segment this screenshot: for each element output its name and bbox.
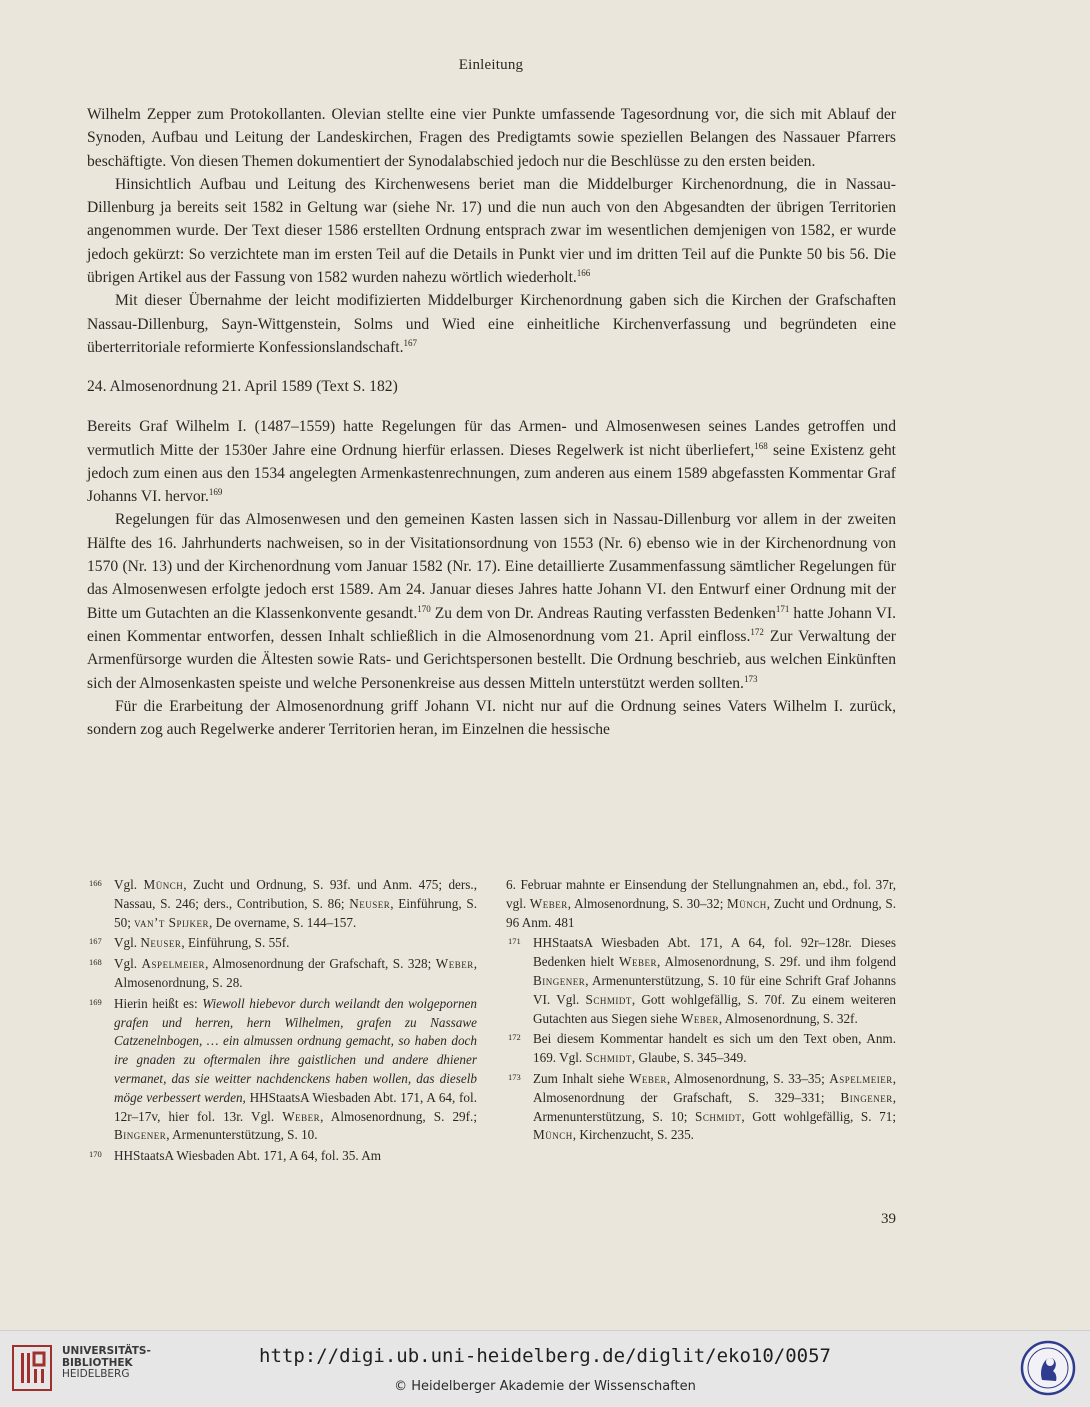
footnote [87, 955, 477, 993]
footnote-text: 6. Februar mahnte er Einsendung der Stellungnahmen an, ebd., fol. 37r, vgl. [506, 877, 896, 911]
footnote [87, 934, 477, 953]
footnote-number: 167 [89, 936, 102, 947]
footnote-text: , Armenunterstützung, S. 10. [166, 1127, 318, 1143]
paragraph-text: Wilhelm Zepper zum Protokollanten. Olevian stellte eine vier Punkte umfassende Tagesordnung vor, die sich mit Ablauf der Synoden, Aufbau und Leitung der Landeskirchen, Fragen des Predigtamts sowie speziellen Belangen des Nassauer Pfarrers beschäftigte. Von diesen Themen dokumentiert der Synodalabschied jedoch nur die Beschlüsse zu den ersten beiden. [87, 106, 896, 170]
author-name: Weber [529, 895, 568, 911]
footnote-text: , Almosenordnung, S. 30–32; [567, 895, 728, 911]
author-name: Bingener [533, 972, 586, 988]
footnote-text: Vgl. [114, 956, 142, 972]
footnote-text: , Glaube, S. 345–349. [631, 1050, 747, 1066]
footnote-text: , Zucht und Ordnung, S. 93f. und Anm. 475; ders., Nassau, S. 246; ders., Contribution, S. 86; [114, 877, 478, 911]
author-name: van’t Spijker [134, 914, 210, 930]
author-name: Schmidt [585, 1050, 632, 1066]
footnote-text: , Gott wohlgefällig, S. 70f. Zu einem weiteren Gutachten aus Siegen siehe [533, 991, 896, 1026]
footnote [506, 1070, 896, 1145]
footnote-text: Hierin heißt es: [114, 995, 203, 1011]
author-name: Aspelmeier [829, 1070, 893, 1086]
author-name: Aspelmeier [141, 956, 206, 972]
author-name: Bingener [114, 1127, 167, 1143]
footnote-text: , De overname, S. 144–157. [209, 914, 357, 930]
footnote-text: Vgl. [114, 935, 141, 951]
footnote-ref[interactable]: 168 [754, 440, 768, 451]
author-name: Schmidt [695, 1108, 742, 1124]
footnote-number: 173 [508, 1071, 521, 1082]
footnote-text: , Almosenordnung, S. 28. [114, 956, 478, 990]
footnote-number: 166 [89, 878, 102, 888]
paragraph-text: Mit dieser Übernahme der leicht modifizierten Middelburger Kirchenordnung gaben sich die Kirchen der Grafschaften Nassau-Dillenburg, Sayn-Wittgenstein, Solms und Wied eine einheitliche Kirchenverfassung und begründeten eine überterritoriale reformierte Konfessionslandschaft. [87, 292, 896, 356]
footnote-text: , Almosenordnung, S. 29f.; [320, 1108, 477, 1124]
author-name: Weber [435, 956, 474, 972]
main-text [87, 103, 896, 741]
footnote-ref[interactable]: 166 [576, 268, 591, 279]
paragraph [87, 173, 896, 289]
paragraph-text: seine Existenz geht jedoch zum einen aus den 1534 angelegten Armenkastenrechnungen, zum anderen aus einem 1589 abgefassten Kommentar Graf Johanns VI. hervor. [87, 441, 896, 506]
footnote-ref[interactable]: 171 [775, 603, 790, 614]
page-number: 39 [881, 1211, 896, 1227]
library-name-line: BIBLIOTHEK [62, 1356, 133, 1369]
copyright-notice: © Heidelberger Akademie der Wissenschaften [394, 1379, 696, 1394]
author-name: Münch [533, 1127, 573, 1143]
footnote-text: , Armenunterstützung, S. 10; [533, 1089, 896, 1124]
footnote-text: Vgl. [114, 877, 144, 892]
paragraph-text: Regelungen für das Almosenwesen und den gemeinen Kasten lassen sich in Nassau-Dillenburg vor allem in der zweiten Hälfte des 16. Jahrhunderts nachweisen, so in der Visitationsordnung von 1553 (Nr. 6) ebenso wie in der Kirchenordnung von 1570 (Nr. 13) und der Kirchenordnung vom Januar 1582 (Nr. 17). Eine detaillierte Zusammenfassung sämtlicher Regelungen für das Almosenwesen erfolgte jedoch erst 1589. Am 24. Januar dieses Jahres hatte Johann VI. den Entwurf einer Ordnung mit der Bitte um Gutachten an die Klassenkonvente gesandt. [87, 511, 896, 622]
footnote-ref[interactable]: 170 [417, 603, 431, 614]
footnotes [87, 876, 896, 1168]
footnote-number: 168 [89, 957, 102, 968]
footnote-column-left [87, 876, 477, 1168]
paragraph-text: Zu dem von Dr. Andreas Rauting verfassten Bedenken [430, 604, 776, 622]
library-name-line: HEIDELBERG [62, 1368, 130, 1380]
author-name: Münch [727, 895, 767, 911]
footnote-text: , Almosenordnung, S. 33–35; [666, 1070, 830, 1086]
footnote [506, 1030, 896, 1068]
paragraph [87, 695, 896, 742]
author-name: Münch [143, 877, 184, 892]
footnote-continuation [506, 876, 896, 932]
paragraph-text: Zur Verwaltung der Armenfürsorge wurden die Ältesten sowie Rats- und Gerichtspersonen bestellt. Die Ordnung beschrieb, aus welchen Einkünften sich der Almosenkasten speiste und welche Personenkreise aus dessen Mitteln unterstützt werden sollten. [87, 627, 896, 692]
author-name: Weber [628, 1070, 667, 1086]
paragraph [87, 103, 896, 173]
footnote-text: , Einführung, S. 55f. [181, 935, 290, 951]
footnote-text: , Almosenordnung der Grafschaft, S. 329–331; [533, 1070, 897, 1105]
library-name-line: UNIVERSITÄTS- [62, 1345, 151, 1357]
author-name: Bingener [840, 1089, 893, 1105]
paragraph-text: Für die Erarbeitung der Almosenordnung griff Johann VI. nicht nur auf die Ordnung seines Vaters Wilhelm I. zurück, sondern zog auch Regelwerke anderer Territorien heran, im Einzelnen die hessische [87, 697, 896, 739]
footnote-text: , Zucht und Ordnung, S. 96 Anm. 481 [506, 895, 896, 930]
paragraph-text: Hinsichtlich Aufbau und Leitung des Kirchenwesens beriet man die Middelburger Kirchenordnung, die in Nassau-Dillenburg ja bereits seit 1582 in Geltung war (siehe Nr. 17) und die nun auch von den Abgesandten der übrigen Territorien angenommen wurde. Der Text dieser 1586 erstellten Ordnung entsprach zwar im wesentlichen demjenigen von 1582, er wurde jedoch gekürzt: So verzichtete man im ersten Teil auf die Details in Punkt vier und im dritten Teil auf die Punkte 50 bis 56. Die übrigen Artikel aus der Fassung von 1582 wurden nahezu wörtlich wiederholt. [87, 175, 896, 287]
permalink-url[interactable]: http://digi.ub.uni-heidelberg.de/diglit/eko10/0057 [259, 1345, 831, 1367]
footnote-column-right [506, 876, 896, 1168]
footnote [87, 876, 477, 932]
footnote-number: 169 [89, 996, 102, 1007]
paragraph [87, 508, 896, 694]
author-name: Neuser [349, 895, 391, 911]
footnote [87, 995, 477, 1145]
footnote-text: , Almosenordnung der Grafschaft, S. 328; [205, 956, 436, 972]
footnote-ref[interactable]: 167 [403, 337, 418, 348]
footnote-text: , Armenunterstützung, S. 10 für eine Schrift Graf Johanns VI. Vgl. [533, 972, 896, 1007]
footer-bar [0, 1330, 1090, 1407]
author-name: Weber [619, 954, 657, 970]
paragraph [87, 415, 896, 508]
footnote-text: , Kirchenzucht, S. 235. [572, 1127, 694, 1143]
footnote-text: , Gott wohlgefällig, S. 71; [741, 1108, 896, 1124]
footnote-text: , Almosenordnung, S. 29f. und ihm folgend [656, 954, 897, 970]
running-head: Einleitung [458, 57, 524, 73]
footnote-text: HHStaatsA Wiesbaden Abt. 171, A 64, fol. 92r–128r. Dieses Bedenken hielt [533, 935, 896, 970]
footnote-text: , Einführung, S. 50; [114, 895, 477, 930]
footnote-text: Zum Inhalt siehe [533, 1070, 629, 1086]
footnote-number: 171 [508, 936, 521, 947]
author-name: Weber [680, 1010, 719, 1026]
paragraph [87, 289, 896, 359]
footnote-ref[interactable]: 173 [743, 673, 758, 684]
academy-seal-icon[interactable] [1020, 1340, 1076, 1396]
footnote-ref[interactable]: 172 [750, 626, 764, 637]
paragraph-text: hatte Johann VI. einen Kommentar entworfen, dessen Inhalt schließlich in die Almosenordnung vom 21. April einfloss. [87, 604, 897, 645]
author-name: Schmidt [585, 991, 632, 1007]
footnote [506, 934, 896, 1028]
footnote-number: 170 [89, 1149, 102, 1160]
footnote-text: , Almosenordnung, S. 32f. [718, 1010, 858, 1026]
footnote-number: 172 [508, 1032, 521, 1043]
footnote-text: Bei diesem Kommentar handelt es sich um den Text oben, Anm. 169. Vgl. [533, 1031, 896, 1066]
footnote-ref[interactable]: 169 [208, 487, 223, 498]
quotation: Wiewoll hiebevor durch weilandt den wolgepornen grafen und herren, hern Wilhelmen, grafen zu Nassawe Catzenelnbogen, … ein almussen ordnung gemacht, so haben doch ire gnaden zu oftermalen ihre gaistlichen und andere dhiener vermanet, das sie weitter nachdenckens haben wollen, das dieselb möge verbessert werden, [114, 995, 477, 1105]
footnote-text: HHStaatsA Wiesbaden Abt. 171, A 64, fol. 12r–17v, hier fol. 13r. Vgl. [114, 1089, 477, 1124]
author-name: Weber [282, 1108, 321, 1124]
footnote-text: HHStaatsA Wiesbaden Abt. 171, A 64, fol. 35. Am [114, 1148, 381, 1164]
author-name: Neuser [140, 935, 182, 951]
section-heading: 24. Almosenordnung 21. April 1589 (Text S. 182) [87, 378, 398, 396]
footnote [87, 1147, 477, 1166]
paragraph-text: Bereits Graf Wilhelm I. (1487–1559) hatte Regelungen für das Armen- und Almosenwesen seines Landes getroffen und vermutlich Mitte der 1530er Jahre eine Ordnung hierfür erlassen. Dieses Regelwerk ist nicht überliefert, [87, 418, 896, 459]
